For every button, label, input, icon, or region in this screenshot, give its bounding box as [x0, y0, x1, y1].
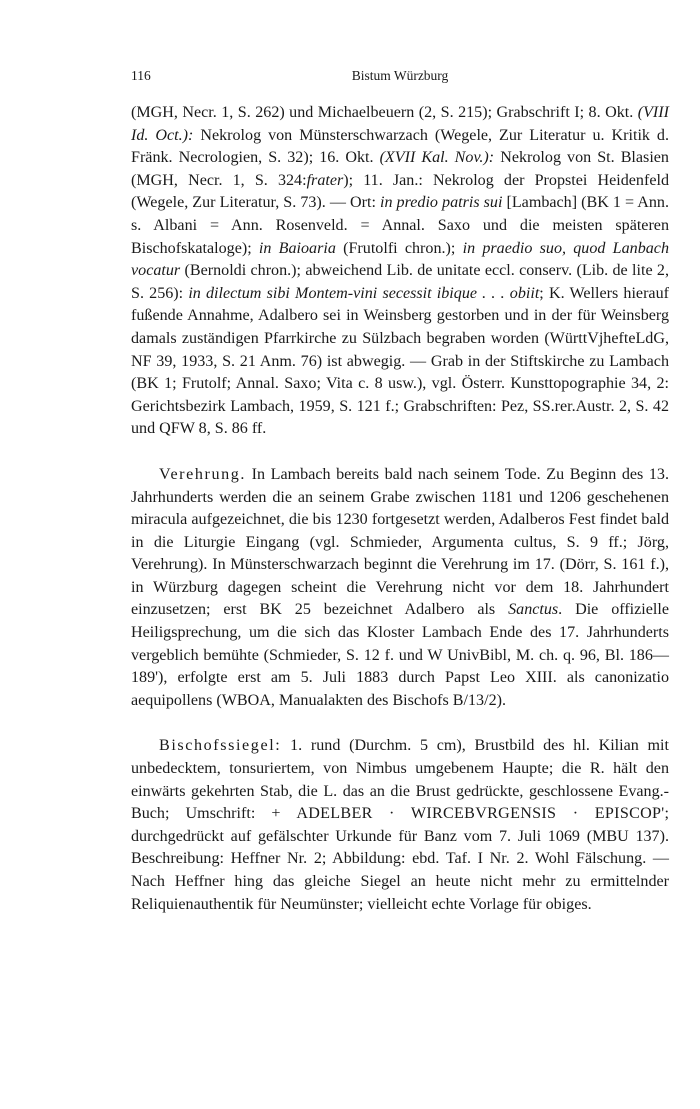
italic-run: (XVII Kal. Nov.):: [379, 149, 495, 167]
text-run: (Frutolfi chron.);: [343, 239, 456, 257]
running-title: Bistum Würzburg: [351, 68, 449, 83]
paragraph-gap: [131, 441, 669, 464]
text-run: . Die offizielle Heiligsprechung, um die sich das Kloster Lambach Ende des 17. Jahrhunderts vergeblich bemühte (Schmieder, S. 12 f. und W UnivBibl, M. ch. q. 96, Bl. 186—189'), erfolgte erst am 5. Juli 1883 durch Papst Leo XIII. als canonizatio aequipollens (WBOA, Manualakten des Bischofs B/13/2).: [131, 601, 669, 709]
text-run: ; K. Wellers hierauf fußende Annahme, Adalbero sei in Weinsberg gestorben und in der für Weinsberg damals zuständigen Pfarrkirche zu Sülzbach begraben worden (WürttVjhefteLdG, NF 39, 1933, S. 21 Anm. 76) ist abwegig. — Grab in der Stiftskirche zu Lambach (BK 1; Frutolf; Annal. Saxo; Vita c. 8 usw.), vgl. Österr. Kunsttopographie 34, 2: Gerichtsbezirk Lambach, 1959, S. 121 f.; Grabschriften: Pez, SS.rer.Austr. 2, S. 42 und QFW 8, S. 86 ff.: [131, 284, 669, 438]
running-header: [131, 68, 669, 88]
text-run: Nekrolog von Münsterschwarzach (Wegele, Zur Literatur u. Kritik d. Fränk. Necrologien, S. 32); 16. Okt.: [131, 126, 669, 167]
italic-run: frater: [306, 171, 344, 189]
text-run: Nekrolog von St. Blasien (MGH, Necr. 1, S. 324:: [131, 149, 669, 189]
section-heading: Verehrung.: [159, 465, 247, 483]
text-run: In Lambach bereits bald nach seinem Tode. Zu Beginn des 13. Jahrhunderts werden die an seinem Grabe zwischen 1181 und 1206 geschehenen miracula aufgezeichnet, die bis 1230 fortgesetzt werden, Adalberos Fest findet bald in die Liturgie Eingang (vgl. Schmieder, Argumenta cultus, S. 9 ff.; Jörg, Verehrung). In Münsterschwarzach beginnt die Verehrung im 17. (Dörr, S. 161 f.), in Würzburg dagegen scheint die Verehrung nicht vor dem 18. Jahrhundert einzusetzen; erst BK 25 bezeichnet Adalbero als: [131, 465, 669, 619]
body-text: [131, 102, 669, 916]
italic-run: in praedio suo, quod Lanbach vocatur: [131, 239, 669, 280]
paragraph-gap: [131, 712, 669, 735]
italic-run: in dilectum sibi Montem-vini secessit ibique . . . obiit: [188, 284, 540, 302]
text-run: [Lambach] (BK 1 = Ann. s. Albani = Ann. Rosenveld. = Annal. Saxo und die meisten späteren Bischofskataloge);: [131, 194, 669, 257]
italic-run: (VIII Id. Oct.):: [131, 104, 669, 144]
seal-inscription: + ADELBER · WIRCEBVRGENSIS · EPISCOP': [271, 805, 665, 823]
italic-run: in Baioaria: [258, 239, 336, 257]
paragraph-verehrung: [131, 464, 669, 713]
italic-run: in predio patris sui: [379, 194, 503, 212]
paragraph-sources: [131, 102, 669, 441]
book-page: [131, 68, 669, 916]
text-run: 1. rund (Durchm. 5 cm), Brustbild des hl. Kilian mit unbedecktem, tonsuriertem, von Nimbus umgebenem Haupte; die R. hält den einwärts gekehrten Stab, die L. das an die Brust gedrückte, geschlossene Evang.-Buch; Umschrift:: [131, 737, 669, 823]
text-run: ; durchgedrückt auf gefälschter Urkunde für Banz vom 7. Juli 1069 (MBU 137). Beschreibung: Heffner Nr. 2; Abbildung: ebd. Taf. I Nr. 2. Wohl Fälschung. — Nach Heffner hing das gleiche Siegel an heute nicht mehr zu ermittelnder Reliquienauthentik für Neumünster; vielleicht echte Vorlage für obiges.: [131, 805, 669, 913]
page-number: 116: [131, 68, 151, 83]
paragraph-bischofssiegel: [131, 735, 669, 916]
italic-run: Sanctus: [508, 601, 559, 619]
text-run: (MGH, Necr. 1, S. 262) und Michaelbeuern (2, S. 215); Grabschrift I; 8. Okt.: [131, 104, 634, 121]
section-heading: Bischofssiegel:: [159, 737, 282, 755]
text-run: ); 11. Jan.: Nekrolog der Propstei Heidenfeld (Wegele, Zur Literatur, S. 73). — Ort:: [131, 171, 669, 212]
text-run: (Bernoldi chron.); abweichend Lib. de unitate eccl. conserv. (Lib. de lite 2, S. 256):: [131, 262, 669, 302]
